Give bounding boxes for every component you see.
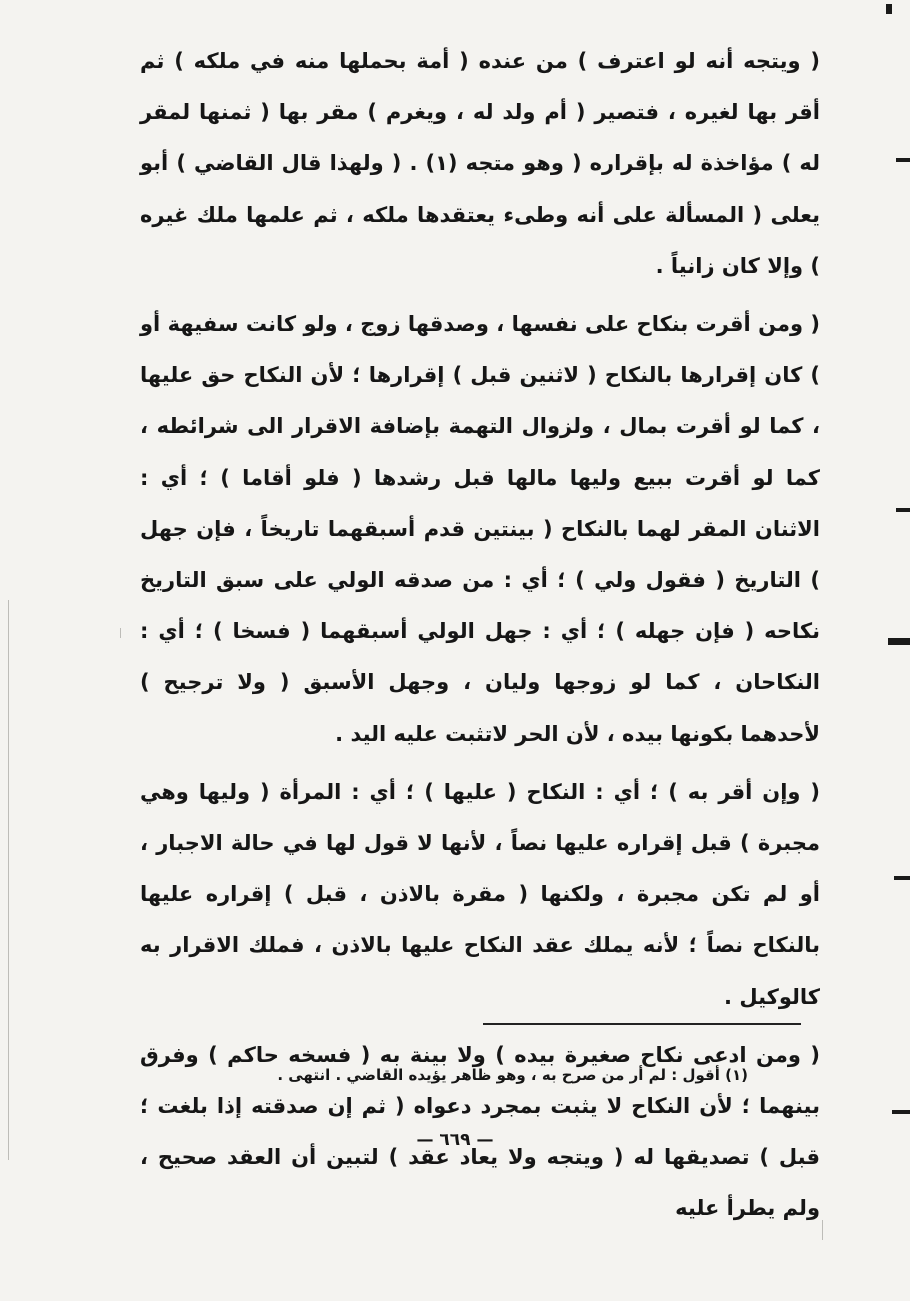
- scan-line: [822, 1220, 823, 1240]
- margin-mark: [888, 638, 910, 645]
- scan-line: [120, 628, 121, 638]
- margin-mark: [896, 508, 910, 512]
- paragraph-1: ( ويتجه أنه لو اعترف ) من عنده ( أمة بحملها منه في ملكه ) ثم أقر بها لغيره ، فتصير ( أم ولد له ، ويغرم ) مقر بها ( ثمنها لمقر له ) مؤاخذة له بإقراره ( وهو متجه (١) . ( ولهذا قال القاضي ) أبو يعلى ( المسألة على أنه وطىء يعتقدها ملكه ، ثم علمها ملك غيره ) وإلا كان زانياً .: [140, 49, 820, 278]
- page-number: — ٦٦٩ —: [416, 1130, 494, 1150]
- paragraph-4: ( ومن ادعى نكاح صغيرة بيده ) ولا بينة به ( فسخه حاكم ) وفرق بينهما ؛ لأن النكاح لا يثبت بمجرد دعواه ( ثم إن صدقته إذا بلغت ؛ قبل ) تصديقها له ( ويتجه ولا يعاد عقد ) لتبين أن العقد صحيح ، ولم يطرأ عليه: [140, 1042, 820, 1221]
- margin-mark: [896, 158, 910, 162]
- margin-mark: [894, 876, 910, 880]
- margin-mark: [886, 4, 892, 14]
- paragraph-2: ( ومن أقرت بنكاح على نفسها ، وصدقها زوج ، ولو كانت سفيهة أو ) كان إقرارها بالنكاح ( لاثنين قبل ) إقرارها ؛ لأن النكاح حق عليها ، كما لو أقرت بمال ، ولزوال التهمة بإضافة الاقرار الى شرائطه ، كما لو أقرت ببيع وليها مالها قبل رشدها ( فلو أقاما ) ؛ أي : الاثنان المقر لهما بالنكاح ( بينتين قدم أسبقهما تاريخاً ، فإن جهل ) التاريخ ( فقول ولي ) ؛ أي : من صدقه الولي على سبق التاريخ نكاحه ( فإن جهله ) ؛ أي : جهل الولي أسبقهما ( فسخا ) ؛ أي : النكاحان ، كما لو زوجها وليان ، وجهل الأسبق ( ولا ترجيح ) لأحدهما بكونها بيده ، لأن الحر لاتثبت عليه اليد .: [140, 312, 820, 746]
- margin-mark: [892, 1110, 910, 1114]
- scan-line: [8, 600, 9, 1160]
- paragraph-3: ( وإن أقر به ) ؛ أي : النكاح ( عليها ) ؛ أي : المرأة ( وليها وهي مجبرة ) قبل إقراره عليها نصاً ، لأنها لا قول لها في حالة الاجبار ، أو لم تكن مجبرة ، ولكنها ( مقرة بالاذن ، قبل ) إقراره عليها بالنكاح نصاً ؛ لأنه يملك عقد النكاح عليها بالاذن ، فملك الاقرار به كالوكيل .: [140, 779, 820, 1009]
- footnote-separator: [483, 1023, 801, 1025]
- main-text: [140, 36, 820, 1235]
- footnote: (١) أقول : لم أر من صرح به ، وهو ظاهر يؤيده القاضي . انتهى .: [277, 1066, 748, 1084]
